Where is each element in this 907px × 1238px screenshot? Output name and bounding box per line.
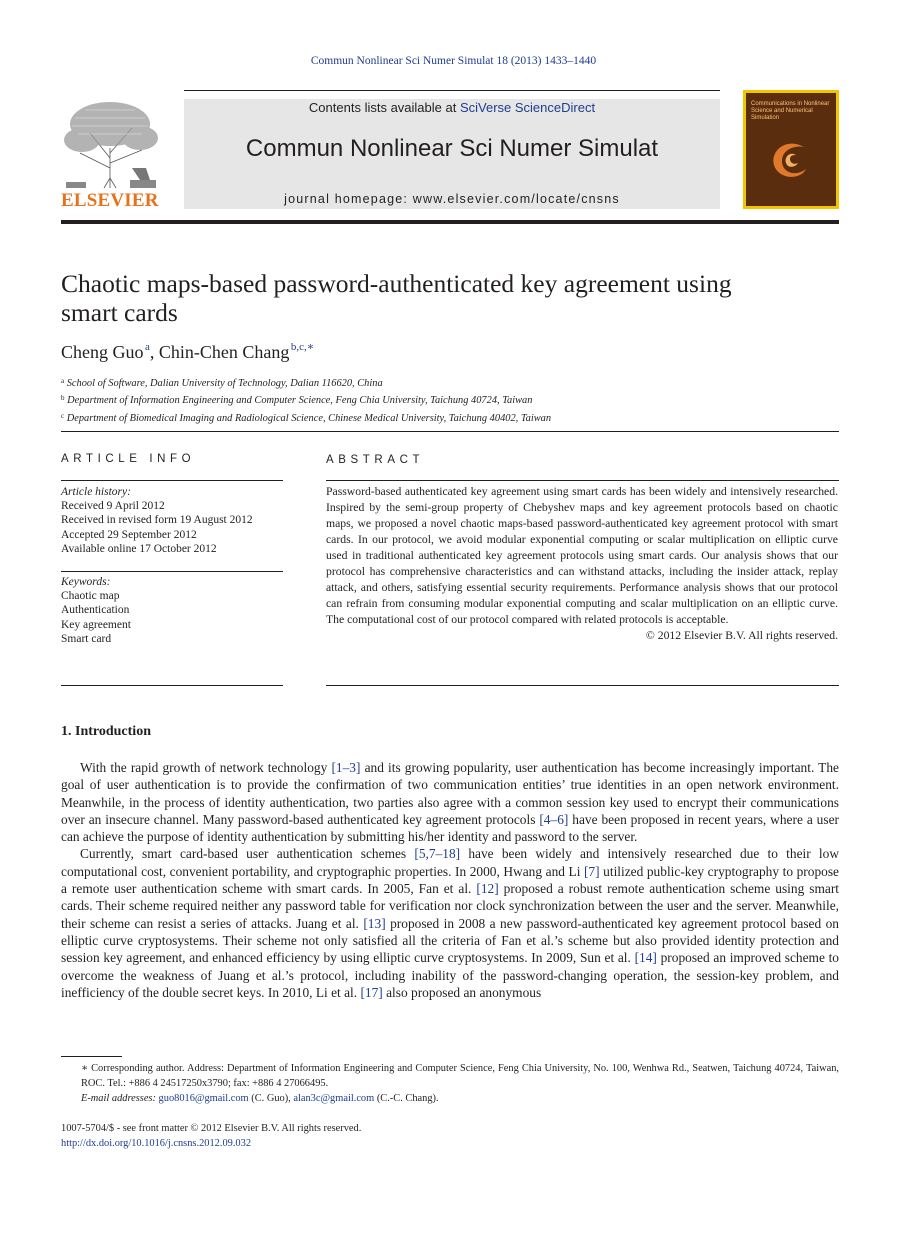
email-link[interactable]: guo8016@gmail.com — [158, 1093, 249, 1104]
keyword-item: Chaotic map — [61, 590, 120, 603]
paragraph-text: proposed a robust remote authentication scheme using smart cards. Their scheme required neither any password table for verification nor clock synchronization between the user and the server. Meanwhile, their scheme can resist a series of attacks. Juang et al. — [61, 881, 840, 931]
footnote-rule — [61, 1056, 122, 1057]
introduction-body — [61, 759, 839, 1001]
affiliation-text: Department of Information Engineering and Computer Science, Feng Chia University, Taichung 40724, Taiwan — [67, 395, 533, 407]
journal-header — [184, 99, 720, 209]
citation-link[interactable]: [12] — [476, 881, 499, 897]
keyword-item: Smart card — [61, 632, 112, 645]
cover-inner — [746, 93, 836, 206]
article-info-rule — [61, 480, 283, 481]
history-item: Accepted 29 September 2012 — [61, 528, 197, 541]
abstract-heading: ABSTRACT — [326, 454, 425, 466]
keywords-label: Keywords: — [61, 576, 111, 588]
author-affiliation-mark[interactable]: b,c,∗ — [290, 341, 315, 353]
affiliation-item — [61, 374, 551, 391]
paragraph-text: Currently, smart card-based user authentication schemes — [80, 846, 415, 862]
author-list — [61, 340, 314, 363]
affiliation-mark: c — [61, 411, 65, 420]
affiliation-text: School of Software, Dalian University of Technology, Dalian 116620, China — [66, 378, 383, 389]
journal-homepage — [184, 192, 720, 206]
section-heading: 1. Introduction — [61, 724, 151, 739]
paragraph-text: proposed an improved scheme to overcome the weakness of Juang et al.’s protocol, including inability of the password-changing operation, the session-key problem, and inefficiency of the double secret keys. In 2010, Li et al. — [61, 950, 840, 1000]
paragraph-text: also proposed an anonymous — [382, 984, 542, 1000]
homepage-prefix: journal homepage: — [284, 192, 413, 206]
history-item: Received 9 April 2012 — [61, 500, 165, 513]
header-top-rule — [184, 90, 720, 91]
cover-chaos-art — [766, 137, 812, 183]
citation-link[interactable]: [14] — [634, 950, 657, 966]
email-owner: (C. Guo), — [248, 1093, 294, 1104]
abstract-rule — [326, 480, 839, 481]
journal-cover-thumbnail[interactable] — [743, 90, 839, 209]
header-thick-rule — [61, 220, 839, 224]
author-name[interactable]: Chin-Chen Chang — [158, 342, 290, 362]
affiliation-item — [61, 409, 551, 426]
email-note — [61, 1091, 839, 1106]
sciencedirect-link[interactable]: SciVerse ScienceDirect — [459, 100, 596, 115]
paragraph-text: and its growing popularity, user authentication has become increasingly important. The goal of user authentication is to provide the confirmation of two communication entities’ true identities in an open network environment. Meanwhile, in the process of identity authentication, two parties also agree with a common session key used to encrypt their communications over an insecure channel. Many password-based authenticated key agreement protocols — [61, 760, 839, 827]
article-history — [61, 485, 253, 556]
affiliation-mark: a — [61, 377, 65, 385]
affiliation-text: Department of Biomedical Imaging and Radiological Science, Chinese Medical University, Taichung 40402, Taiwan — [66, 412, 552, 424]
author-name[interactable]: Cheng Guo — [61, 342, 144, 362]
affiliation-list — [61, 374, 551, 426]
copyright-notice: © 2012 Elsevier B.V. All rights reserved. — [645, 629, 838, 642]
history-label: Article history: — [61, 486, 131, 498]
author-affiliation-mark[interactable]: a — [145, 341, 150, 353]
email-link[interactable]: alan3c@gmail.com — [293, 1093, 375, 1104]
affiliation-mark: b — [61, 394, 65, 403]
keyword-item: Authentication — [61, 604, 130, 617]
page-footer — [61, 1121, 361, 1151]
info-bottom-rule — [61, 685, 283, 686]
article-info-heading: ARTICLE INFO — [61, 453, 196, 465]
author-separator: , — [149, 342, 159, 362]
affiliation-rule — [61, 431, 839, 432]
doi-link[interactable]: http://dx.doi.org/10.1016/j.cnsns.2012.09.032 — [61, 1138, 252, 1149]
email-label: E-mail addresses: — [81, 1093, 159, 1104]
homepage-link[interactable]: www.elsevier.com/locate/cnsns — [412, 192, 620, 206]
history-item: Received in revised form 19 August 2012 — [61, 514, 253, 527]
elsevier-wordmark: ELSEVIER — [61, 190, 159, 211]
paragraph-text: have been proposed in recent years, where a user can achieve the purpose of identity authentication by submitting his/her identity and password to the server. — [61, 811, 839, 845]
abstract-text: Password-based authenticated key agreement using smart cards has been widely and intensively researched. Inspired by the semi-group property of Chebyshev maps and key agreement protocols based on chaotic maps, we proposed a novel chaotic maps-based password-authenticated key agreement protocol with smart cards. In our protocol, we avoid modular exponential computing or scalar multiplication on elliptic curve used in traditional authenticated key agreement protocols using smart cards. Our analysis shows that our protocol has comprehensive characteristics and can withstand attacks, including the insider attack, replay attack, and others, satisfying essential security requirements. Performance analysis shows that our protocol can refrain from consuming modular exponential computing and scalar multiplication on an elliptic curve. The computational cost of our protocol compared with related protocols is acceptable. — [326, 485, 838, 626]
paragraph — [61, 759, 839, 845]
contents-line — [184, 100, 720, 115]
email-owner: (C.-C. Chang). — [374, 1093, 439, 1104]
citation-link[interactable]: [17] — [360, 984, 383, 1000]
paper-title: Chaotic maps-based password-authenticated key agreement using smart cards — [61, 269, 732, 327]
issn-line: 1007-5704/$ - see front matter © 2012 Elsevier B.V. All rights reserved. — [61, 1123, 362, 1134]
paragraph-text: have been widely and intensively researched due to their low computational cost, convenient portability, and cryptographic properties. In 2000, Hwang and Li — [61, 846, 839, 879]
citation-link[interactable]: [7] — [583, 863, 600, 879]
paragraph-text: With the rapid growth of network technology — [80, 760, 332, 775]
keywords-rule — [61, 571, 283, 572]
footnotes — [61, 1061, 839, 1106]
paragraph-text: utilized public-key cryptography to propose a remote user authentication scheme with smart cards. In 2005, Fan et al. — [61, 863, 839, 897]
citation-link[interactable]: [4–6] — [539, 811, 569, 827]
paragraph — [61, 845, 839, 1001]
corresponding-author-note: ∗ Corresponding author. Address: Department of Information Engineering and Computer Science, Feng Chia University, No. 100, Wenhwa Rd., Seatwen, Taichung 40724, Taiwan, ROC. Tel.: +886 4 24517250x3790; fax: +886 4 27066495. — [81, 1063, 839, 1089]
cover-title: Communications in Nonlinear Science and Numerical Simulation — [751, 101, 830, 121]
paragraph-text: proposed in 2008 a new password-authenticated key agreement protocol based on elliptic curve cryptosystems. Their scheme not only satisfied all the criteria of Fan et al.’s scheme but also provided identity protection and session key agreement, and enhanced efficiency by using elliptic curve cryptosystems. In 2009, Sun et al. — [61, 915, 839, 966]
journal-title: Commun Nonlinear Sci Numer Simulat — [245, 135, 659, 162]
citation-link[interactable]: [1–3] — [331, 760, 361, 775]
abstract-bottom-rule — [326, 685, 839, 686]
keywords — [61, 575, 131, 646]
abstract — [326, 484, 838, 644]
citation-link[interactable]: [13] — [363, 915, 386, 931]
citation-link[interactable]: [5,7–18] — [414, 846, 461, 862]
journal-citation[interactable]: Commun Nonlinear Sci Numer Simulat 18 (2013) 1433–1440 — [310, 55, 597, 67]
affiliation-item — [61, 391, 551, 408]
contents-prefix: Contents lists available at — [308, 100, 460, 115]
history-item: Available online 17 October 2012 — [61, 542, 217, 555]
keyword-item: Key agreement — [61, 618, 131, 631]
